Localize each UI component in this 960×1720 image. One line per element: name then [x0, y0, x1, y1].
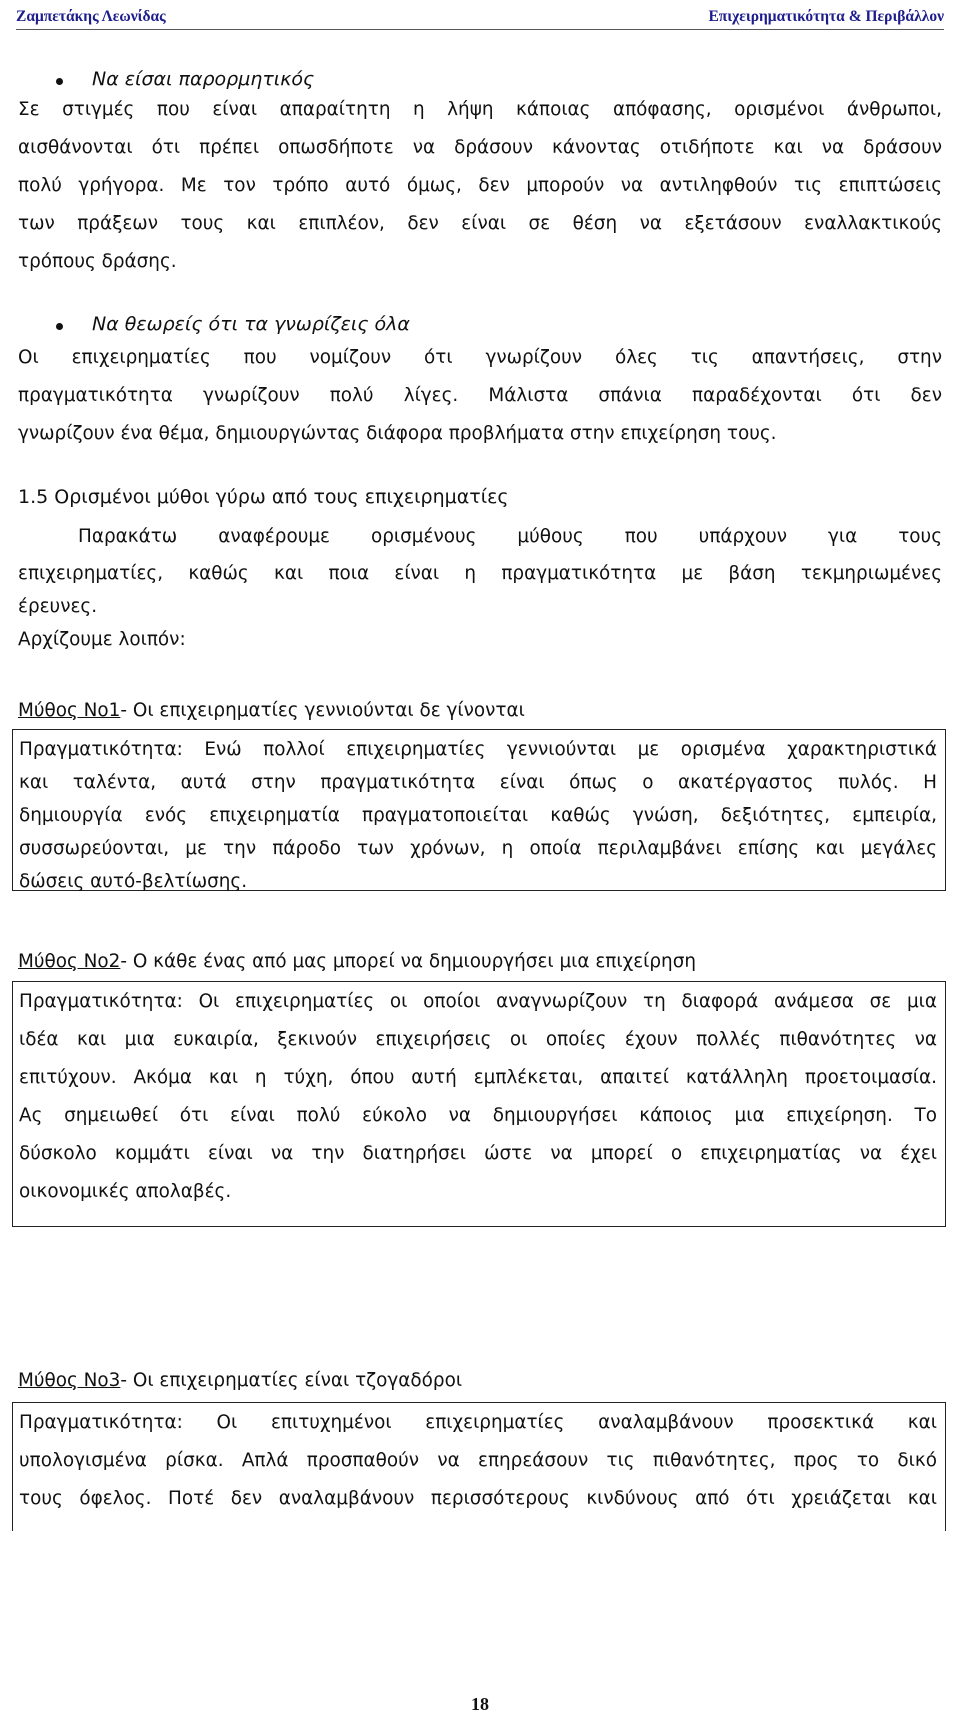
bullet-icon	[56, 78, 63, 85]
reality-line: Πραγματικότητα: Οι επιτυχημένοι επιχειρηματίες αναλαμβάνουν προσεκτικά και	[19, 1412, 937, 1433]
reality-box	[12, 729, 946, 891]
reality-line: συσσωρεύονται, με την πάροδο των χρόνων, η οποία περιλαμβάνει επίσης και μεγάλες	[19, 838, 937, 859]
paragraph-line: γνωρίζουν ένα θέμα, δημιουργώντας διάφορα προβλήματα στην επιχείρηση τους.	[18, 423, 777, 444]
bullet-icon	[56, 323, 63, 330]
reality-line: δημιουργία ενός επιχειρηματία πραγματοποιείται καθώς γνώση, δεξιότητες, εμπειρία,	[19, 805, 937, 826]
myth-statement	[18, 1370, 462, 1391]
paragraph-line: έρευνες.	[18, 596, 98, 617]
reality-line: δώσεις αυτό-βελτίωσης.	[19, 871, 248, 892]
reality-label: Πραγματικότητα:	[19, 991, 183, 1012]
bullet-title: Να είσαι παρορμητικός	[92, 68, 315, 90]
myth-label: Μύθος Νο1	[18, 700, 121, 721]
reality-line: επιτύχουν. Ακόμα και η τύχη, όπου αυτή εμπλέκεται, απαιτεί κατάλληλη προετοιμασία.	[19, 1067, 937, 1088]
paragraph-line: αισθάνονται ότι πρέπει οπωσδήποτε να δράσουν κάνοντας οτιδήποτε και να δράσουν	[18, 137, 942, 158]
reality-line: Πραγματικότητα: Οι επιχειρηματίες οι οποίοι αναγνωρίζουν τη διαφορά ανάμεσα σε μια	[19, 991, 937, 1012]
paragraph-line: Οι επιχειρηματίες που νομίζουν ότι γνωρίζουν όλες τις απαντήσεις, στην	[18, 347, 942, 368]
paragraph-line: πολύ γρήγορα. Με τον τρόπο αυτό όμως, δεν μπορούν να αντιληφθούν τις επιπτώσεις	[18, 175, 942, 196]
myth-text: - Ο κάθε ένας από μας μπορεί να δημιουργήσει μια επιχείρηση	[120, 951, 697, 972]
myth-statement	[18, 700, 525, 721]
paragraph-line: πραγματικότητα γνωρίζουν πολύ λίγες. Μάλιστα σπάνια παραδέχονται ότι δεν	[18, 385, 942, 406]
myth-label: Μύθος Νο2	[18, 951, 121, 972]
reality-line: Πραγματικότητα: Ενώ πολλοί επιχειρηματίες γεννιούνται με ορισμένα χαρακτηριστικά	[19, 739, 937, 760]
reality-line: υπολογισμένα ρίσκα. Απλά προσπαθούν να επηρεάσουν τις πιθανότητες, προς το δικό	[19, 1450, 937, 1471]
reality-line: ιδέα και μια ευκαιρία, ξεκινούν επιχειρήσεις οι οποίες έχουν πολλές πιθανότητες να	[19, 1029, 937, 1050]
myth-text: - Οι επιχειρηματίες είναι τζογαδόροι	[120, 1370, 463, 1391]
paragraph-line: των πράξεων τους και επιπλέον, δεν είναι σε θέση να εξετάσουν εναλλακτικούς	[18, 213, 942, 234]
header-author: Ζαμπετάκης Λεωνίδας	[16, 8, 166, 25]
paragraph-line: τρόπους δράσης.	[18, 251, 177, 272]
myth-label: Μύθος Νο3	[18, 1370, 121, 1391]
bullet-title: Να θεωρείς ότι τα γνωρίζεις όλα	[92, 313, 410, 335]
header-title: Επιχειρηματικότητα & Περιβάλλον	[708, 8, 944, 25]
paragraph-line: Σε στιγμές που είναι απαραίτητη η λήψη κάποιας απόφασης, ορισμένοι άνθρωποι,	[18, 99, 942, 120]
reality-label: Πραγματικότητα:	[19, 739, 183, 760]
page-number: 18	[471, 1694, 489, 1714]
section-heading: 1.5 Ορισμένοι μύθοι γύρω από τους επιχειρηματίες	[18, 486, 509, 508]
reality-box	[12, 1402, 946, 1531]
reality-box	[12, 981, 946, 1227]
myth-statement	[18, 951, 696, 972]
myth-text: - Οι επιχειρηματίες γεννιούνται δε γίνονται	[120, 700, 525, 721]
reality-line: δύσκολο κομμάτι είναι να την διατηρήσει ώστε να μπορεί ο επιχειρηματίας να έχει	[19, 1143, 937, 1164]
reality-line: οικονομικές απολαβές.	[19, 1181, 232, 1202]
reality-line: Ας σημειωθεί ότι είναι πολύ εύκολο να δημιουργήσει κάποιος μια επιχείρηση. Το	[19, 1105, 937, 1126]
page-header	[16, 0, 944, 30]
reality-label: Πραγματικότητα:	[19, 1412, 183, 1433]
paragraph-line: Αρχίζουμε λοιπόν:	[18, 629, 186, 650]
paragraph-line: επιχειρηματίες, καθώς και ποια είναι η πραγματικότητα με βάση τεκμηριωμένες	[18, 563, 942, 584]
reality-line: και ταλέντα, αυτά στην πραγματικότητα είναι όπως ο ακατέργαστος πυλός. Η	[19, 772, 937, 793]
reality-line: τους όφελος. Ποτέ δεν αναλαμβάνουν περισσότερους κινδύνους από ότι χρειάζεται και	[19, 1488, 937, 1509]
paragraph-line: Παρακάτω αναφέρουμε ορισμένους μύθους που υπάρχουν για τους	[78, 526, 942, 547]
